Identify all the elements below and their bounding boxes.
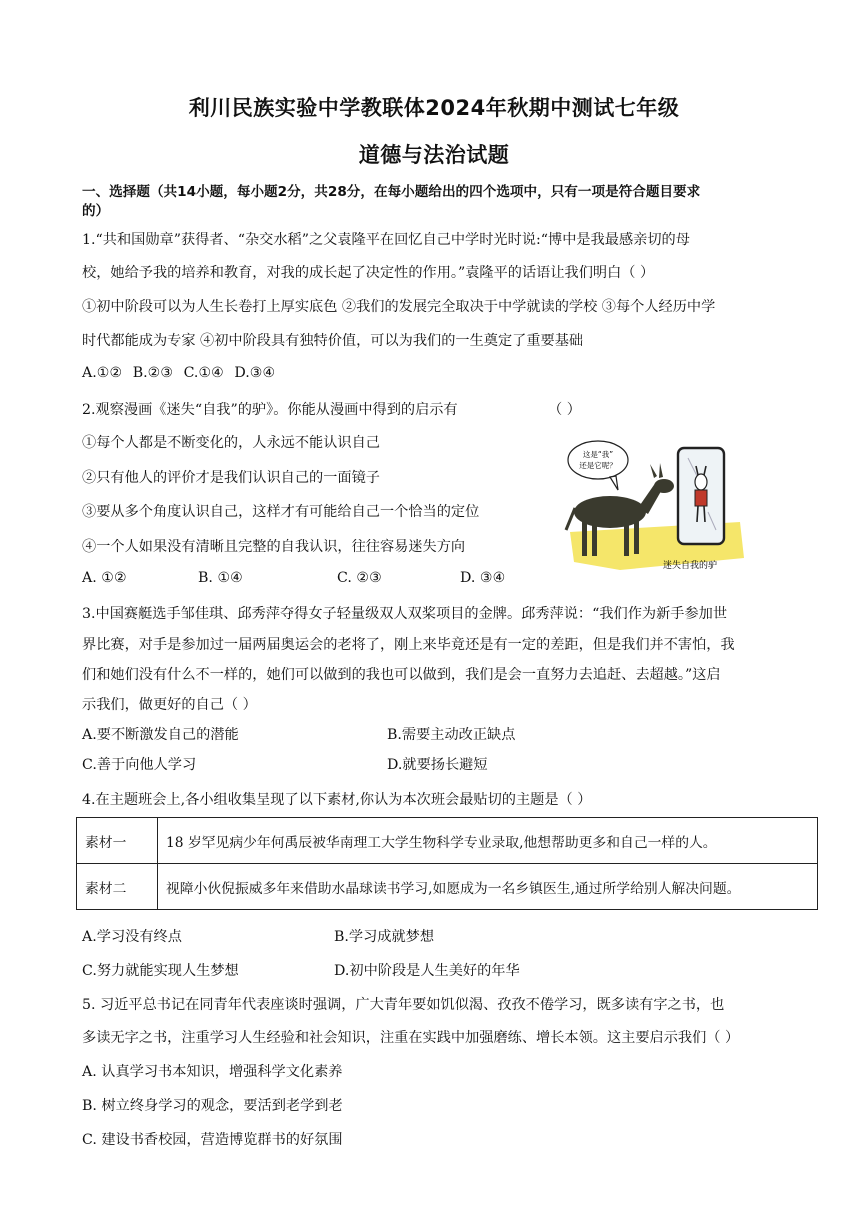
table-row — [77, 818, 818, 864]
q5-option-b: B. 树立终身学习的观念，要活到老学到老 — [82, 1098, 343, 1114]
q5-stem-1: 5. 习近平总书记在同青年代表座谈时强调，广大青年要如饥似渴、孜孜不倦学习，既多读有字之书，也 — [82, 997, 725, 1013]
bubble-text-2: 还是它呢？ — [579, 461, 617, 470]
q2-statement-2: ②只有他人的评价才是我们认识自己的一面镜子 — [82, 470, 380, 486]
q4-option-d: D.初中阶段是人生美好的年华 — [334, 963, 520, 979]
material-text: 18 岁罕见病少年何禹辰被华南理工大学生物科学专业录取,他想帮助更多和自己一样的人。 — [158, 818, 818, 864]
q3-stem-4: 示我们，做更好的自己（ ） — [82, 697, 257, 713]
q3-option-c: C.善于向他人学习 — [82, 757, 197, 773]
q2-statement-4: ④一个人如果没有清晰且完整的自我认识，往往容易迷失方向 — [82, 539, 466, 555]
q1-stem-cont: 校，她给予我的培养和教育，对我的成长起了决定性的作用。”袁隆平的话语让我们明白（ ） — [82, 265, 655, 281]
q4-option-b: B.学习成就梦想 — [334, 929, 435, 945]
bubble-text: 这是“我” — [582, 450, 614, 459]
q2-option-d: D. ③④ — [460, 570, 506, 586]
q4-option-c: C.努力就能实现人生梦想 — [82, 963, 239, 979]
exam-title: 利川民族实验中学教联体2024年秋期中测试七年级 — [188, 96, 680, 120]
donkey-cartoon — [560, 430, 750, 580]
speech-bubble — [568, 441, 628, 479]
q2-statement-3: ③要从多个角度认识自己，这样才有可能给自己一个恰当的定位 — [82, 504, 480, 520]
q2-option-c: C. ②③ — [337, 570, 382, 586]
q3-stem-3: 们和她们没有什么不一样的，她们可以做到的我也可以做到，我们是会一直努力去追赶、去超越。”这启 — [82, 667, 721, 683]
q4-option-a: A.学习没有终点 — [82, 929, 182, 945]
material-label: 素材二 — [77, 864, 158, 910]
q3-stem-2: 界比赛，对手是参加过一届两届奥运会的老将了，刚上来毕竟还是有一定的差距，但是我们并不害怕，我 — [82, 637, 735, 653]
q2-option-a: A. ①② — [82, 570, 127, 586]
q5-stem-2: 多读无字之书，注重学习人生经验和社会知识，注重在实践中加强磨练、增长本领。这主要启示我们（ ） — [82, 1030, 740, 1046]
section-heading: 一、选择题（共14小题，每小题2分，共28分，在每小题给出的四个选项中，只有一项是符合题目要求 — [82, 184, 701, 200]
q1-statements: ①初中阶段可以为人生长卷打上厚实底色 ②我们的发展完全取决于中学就读的学校 ③每个人经历中学 — [82, 299, 716, 315]
q4-stem: 4.在主题班会上,各小组收集呈现了以下素材,你认为本次班会最贴切的主题是（ ） — [82, 792, 592, 808]
materials-table — [76, 817, 818, 910]
q2-option-b: B. ①④ — [198, 570, 243, 586]
material-label: 素材一 — [77, 818, 158, 864]
q1-stem: 1.“共和国勋章”获得者、“杂交水稻”之父袁隆平在回忆自己中学时光时说:“博中是我最感亲切的母 — [82, 232, 690, 248]
q2-statement-1: ①每个人都是不断变化的，人永远不能认识自己 — [82, 435, 380, 451]
q3-option-a: A.要不断激发自己的潜能 — [82, 727, 239, 743]
q3-option-d: D.就要扬长避短 — [387, 757, 488, 773]
exam-subtitle: 道德与法治试题 — [358, 143, 510, 167]
cartoon-caption: 迷失自我的驴 — [662, 561, 718, 571]
q5-option-a: A. 认真学习书本知识，增强科学文化素养 — [82, 1064, 343, 1080]
table-row — [77, 864, 818, 910]
q2-stem: 2.观察漫画《迷失“自我”的驴》。你能从漫画中得到的启示有 — [82, 402, 458, 418]
q1-options: A.①② B.②③ C.①④ D.③④ — [82, 365, 276, 381]
q5-option-c: C. 建设书香校园，营造博览群书的好氛围 — [82, 1132, 343, 1148]
q1-statements-cont: 时代都能成为专家 ④初中阶段具有独特价值，可以为我们的一生奠定了重要基础 — [82, 333, 584, 349]
q3-stem-1: 3.中国赛艇选手邹佳琪、邱秀萍夺得女子轻量级双人双桨项目的金牌。邱秀萍说：“我们作为新手参加世 — [82, 606, 728, 622]
q3-option-b: B.需要主动改正缺点 — [387, 727, 516, 743]
section-heading-cont: 的） — [82, 203, 110, 219]
material-text: 视障小伙倪振威多年来借助水晶球读书学习,如愿成为一名乡镇医生,通过所学给别人解决问题。 — [158, 864, 818, 910]
q2-answer-paren: （ ） — [548, 402, 581, 418]
